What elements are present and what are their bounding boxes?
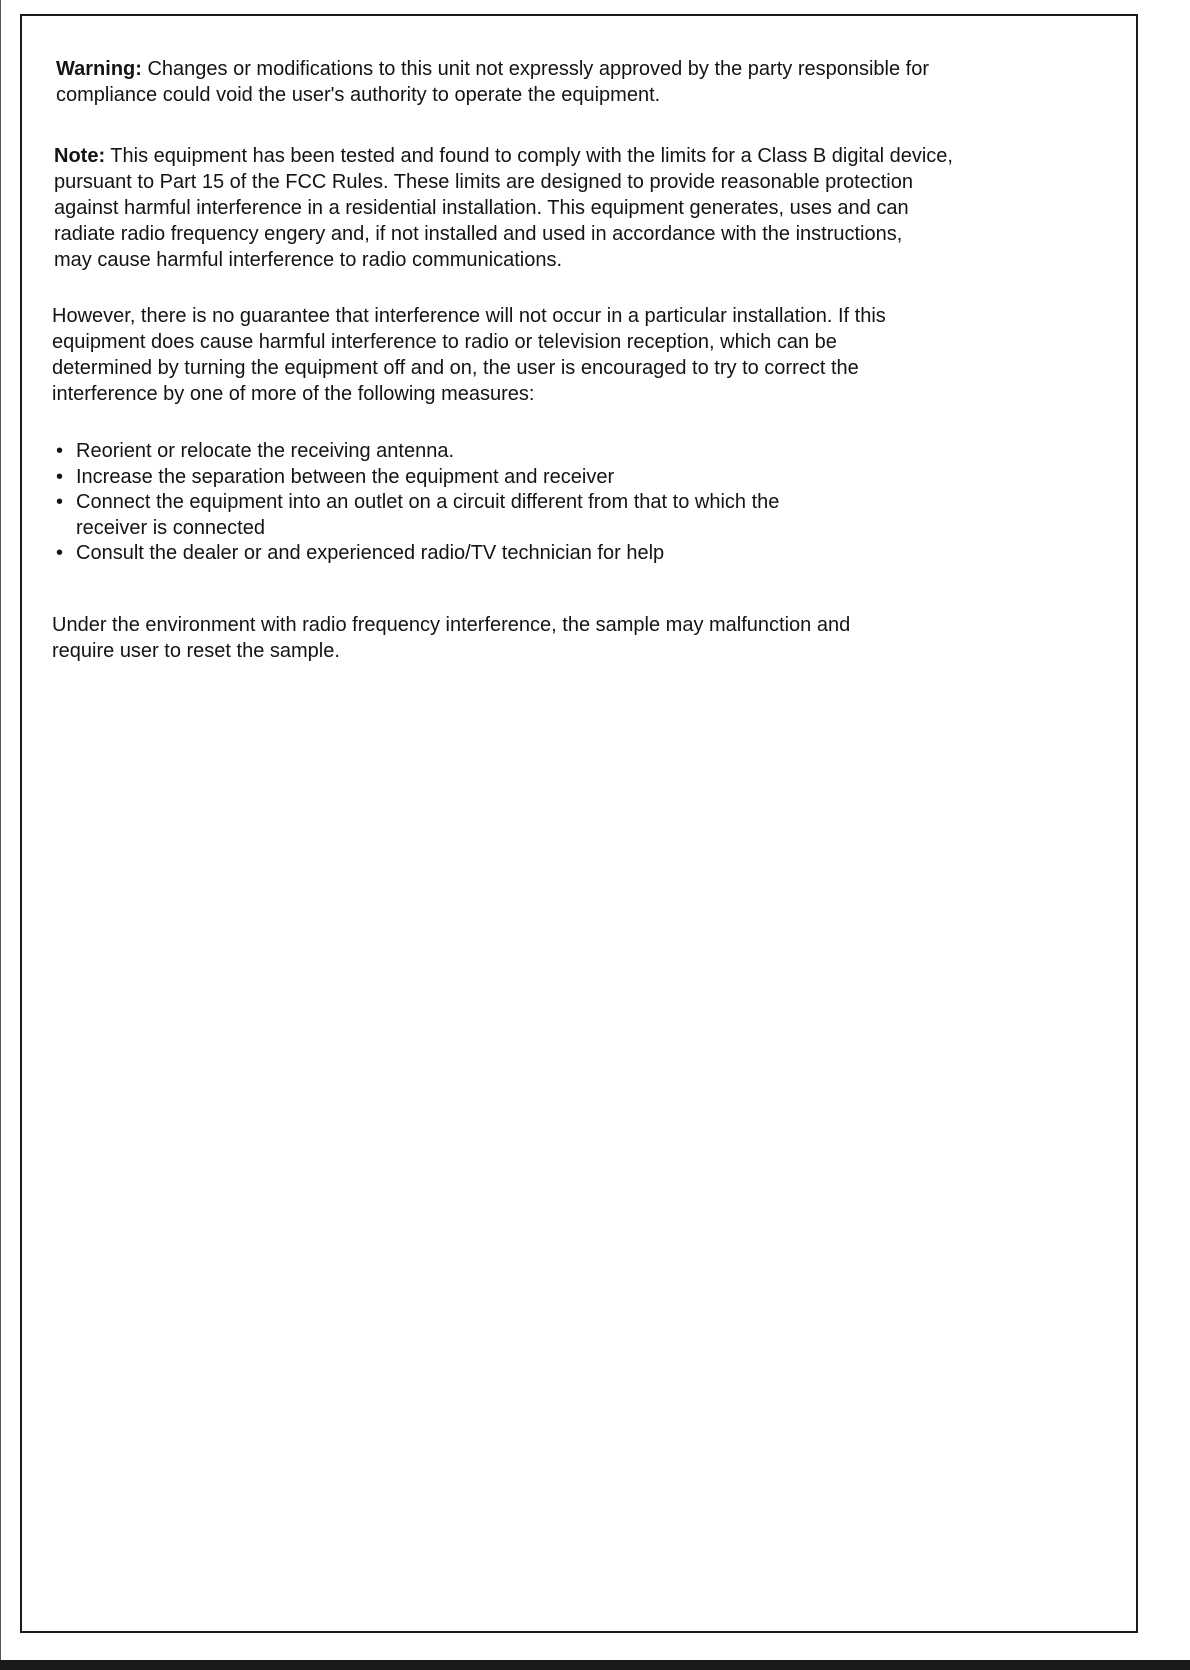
measure-text: Reorient or relocate the receiving antenna. (76, 440, 455, 462)
note-paragraph (54, 143, 1124, 273)
warning-text: Changes or modifications to this unit not expressly approved by the party responsible for compliance could void the user's authority to operate the equipment. (56, 58, 930, 106)
bullet-icon: • (56, 491, 64, 513)
note-text: This equipment has been tested and found to comply with the limits for a Class B digital device, pursuant to Part 15 of the FCC Rules. These limits are designed to provide reasonable protection against harmful interference in a residential installation. This equipment generates, uses and can radiate radio frequency engery and, if not installed and used in accordance with the instructions, may cause harmful interference to radio communications. (54, 145, 953, 271)
bullet-icon: • (56, 465, 64, 488)
measures-list (52, 439, 1052, 567)
measure-text: Consult the dealer or and experienced radio/TV technician for help (76, 542, 665, 564)
list-item (52, 490, 1052, 541)
closing-paragraph: Under the environment with radio frequency interference, the sample may malfunction and require user to reset the sample. (52, 614, 851, 662)
scan-edge-line (0, 0, 1, 1670)
however-paragraph: However, there is no guarantee that interference will not occur in a particular installation. If this equipment does cause harmful interference to radio or television reception, which can be determined by turning the equipment off and on, the user is encouraged to try to correct the interference by one of more of the following measures: (52, 305, 886, 405)
measure-text: Connect the equipment into an outlet on a circuit different from that to which the receiver is connected (76, 491, 780, 539)
scan-bottom-bar (0, 1660, 1190, 1670)
warning-paragraph (56, 56, 1116, 108)
warning-label: Warning: (56, 58, 142, 80)
bullet-icon: • (56, 542, 64, 564)
measure-text: Increase the separation between the equipment and receiver (76, 465, 615, 488)
list-item (52, 439, 1052, 465)
list-item (52, 465, 1052, 491)
list-item (52, 541, 1052, 567)
bullet-icon: • (56, 440, 64, 462)
note-label: Note: (54, 145, 106, 167)
